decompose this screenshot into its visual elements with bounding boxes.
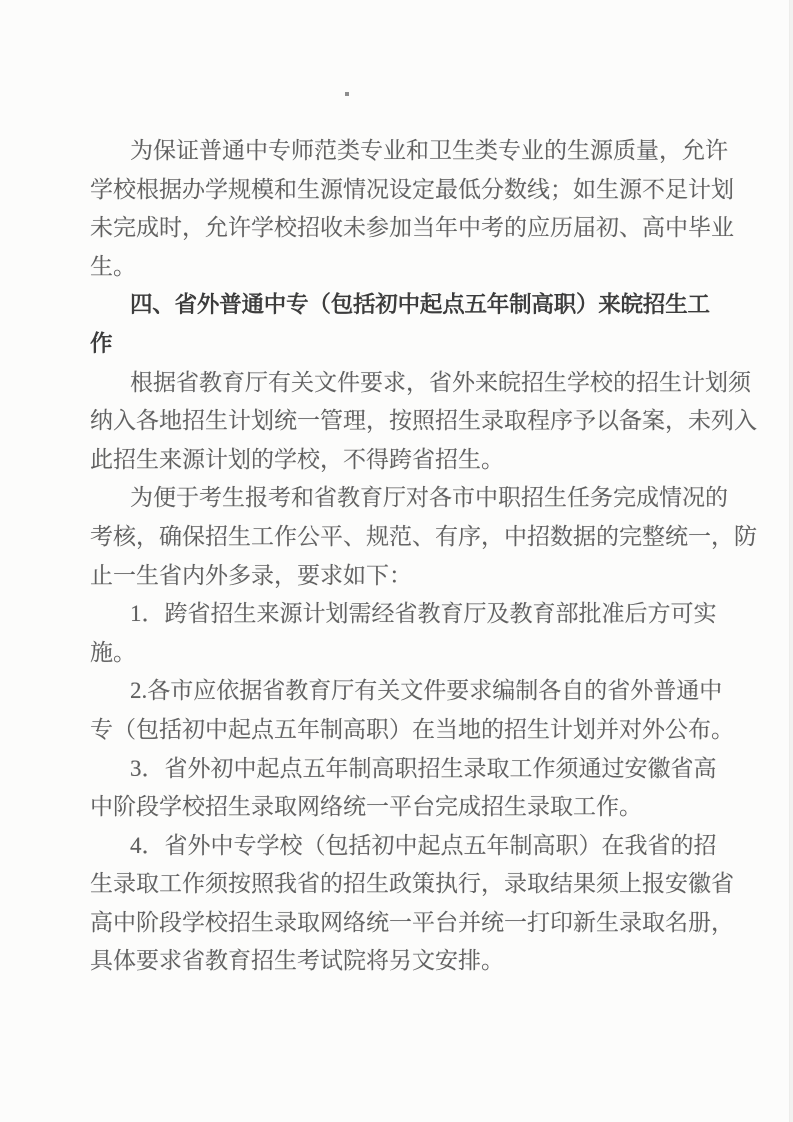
text-line: 专（包括初中起点五年制高职）在当地的招生计划并对外公布。 — [90, 716, 734, 742]
text-line: 为便于考生报考和省教育厅对各市中职招生任务完成情况的 — [130, 485, 728, 511]
text-line: 考核，确保招生工作公平、规范、有序，中招数据的完整统一，防 — [90, 523, 757, 549]
text-line: 高中阶段学校招生录取网络统一平台并统一打印新生录取名册， — [90, 909, 734, 935]
text-line: 施。 — [90, 639, 136, 665]
text-line: 根据省教育厅有关文件要求，省外来皖招生学校的招生计划须 — [130, 369, 751, 395]
text-line: 3．省外初中起点五年制高职招生录取工作须通过安徽省高 — [130, 755, 717, 781]
heading-line: 作 — [90, 330, 113, 356]
text-line: 为保证普通中专师范类专业和卫生类专业的生源质量，允许 — [130, 138, 728, 163]
text-line: 具体要求省教育招生考试院将另文安排。 — [90, 948, 504, 974]
text-line: 纳入各地招生计划统一管理，按照招生录取程序予以备案，未列入 — [90, 408, 757, 434]
text-line: 未完成时，允许学校招收未参加当年中考的应历届初、高中毕业 — [90, 215, 734, 241]
text-line: 1．跨省招生来源计划需经省教育厅及教育部批准后方可实 — [130, 601, 717, 627]
scan-artifact-dot — [345, 92, 349, 96]
text-line: 生录取工作须按照我省的招生政策执行，录取结果须上报安徽省 — [90, 871, 734, 897]
text-line: 中阶段学校招生录取网络统一平台完成招生录取工作。 — [90, 794, 642, 820]
text-line: 止一生省内外多录，要求如下： — [90, 562, 412, 588]
document-text — [90, 132, 757, 981]
scan-edge-shadow — [789, 0, 793, 1122]
text-line: 此招生来源计划的学校，不得跨省招生。 — [90, 446, 504, 472]
text-line: 2.各市应依据省教育厅有关文件要求编制各自的省外普通中 — [130, 678, 723, 704]
text-line: 生。 — [90, 253, 136, 279]
heading-line: 四、省外普通中专（包括初中起点五年制高职）来皖招生工 — [130, 292, 710, 318]
text-line: 学校根据办学规模和生源情况设定最低分数线；如生源不足计划 — [90, 176, 734, 202]
text-line: 4．省外中专学校（包括初中起点五年制高职）在我省的招 — [130, 832, 717, 858]
